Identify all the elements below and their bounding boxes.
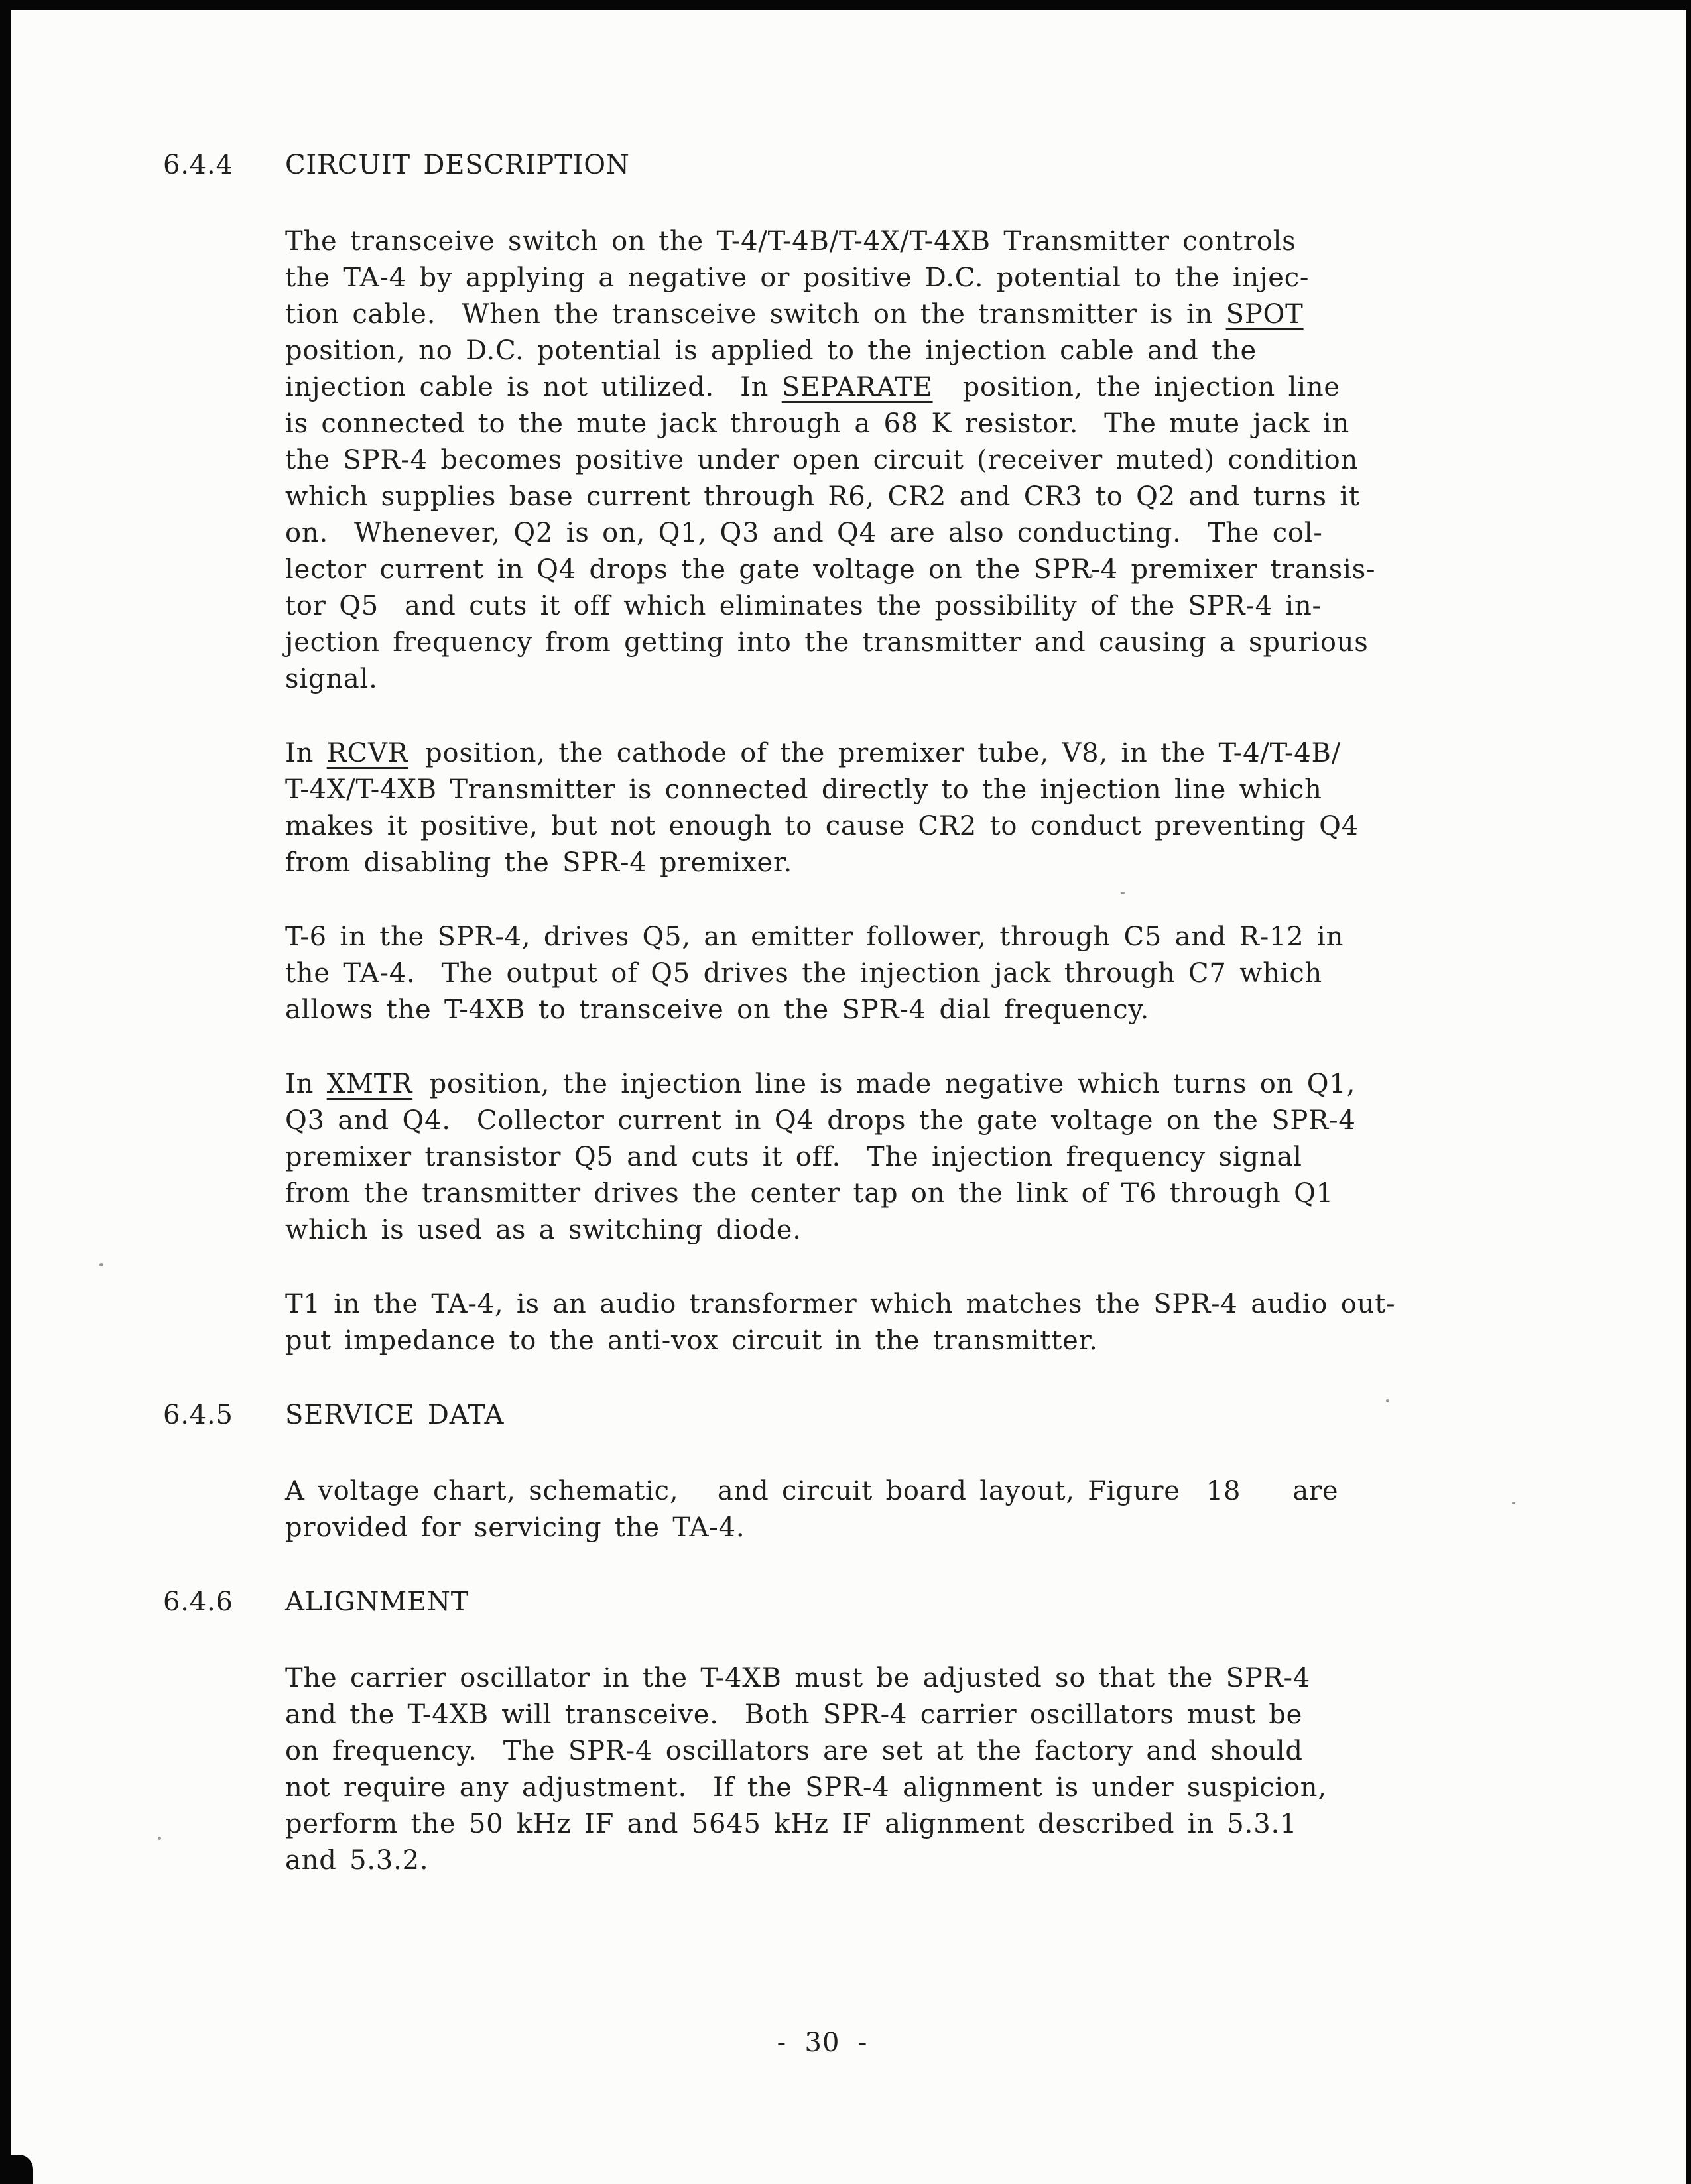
text-line: from disabling the SPR-4 premixer. (285, 847, 793, 878)
scan-artifact-left-edge (0, 0, 11, 2184)
text-line: In XMTR position, the injection line is made negative which turns on Q1, (285, 1069, 1356, 1099)
paragraph (285, 1286, 1556, 1359)
text-line: on frequency. The SPR-4 oscillators are set at the factory and should (285, 1736, 1303, 1766)
text-line: signal. (285, 664, 378, 694)
scan-artifact-right-edge (1686, 0, 1691, 2184)
text-line: T-6 in the SPR-4, drives Q5, an emitter follower, through C5 and R-12 in (285, 922, 1344, 952)
text-line: from the transmitter drives the center tap on the link of T6 through Q1 (285, 1178, 1334, 1209)
text-line: position, no D.C. potential is applied to the injection cable and the (285, 335, 1257, 366)
underlined-term: SEPARATE (781, 372, 933, 402)
text-line: injection cable is not utilized. In SEPARATE position, the injection line (285, 372, 1340, 402)
text-line: the SPR-4 becomes positive under open circuit (receiver muted) condition (285, 445, 1359, 475)
text-line: tor Q5 and cuts it off which eliminates the possibility of the SPR-4 in- (285, 591, 1322, 621)
text-line: allows the T-4XB to transceive on the SPR-4 dial frequency. (285, 995, 1149, 1025)
scan-speck (158, 1837, 161, 1840)
section-heading (163, 147, 1556, 184)
section (163, 1584, 1556, 1879)
scan-speck (99, 1263, 103, 1266)
text-line: tion cable. When the transceive switch on the transmitter is in SPOT (285, 296, 1556, 333)
scan-artifact-corner-blob (0, 2155, 33, 2184)
underlined-term: XMTR (326, 1069, 413, 1099)
document-content (163, 147, 1556, 1917)
section-heading (163, 1584, 1556, 1620)
section-number: 6.4.6 (163, 1587, 233, 1617)
paragraph (285, 1066, 1556, 1248)
text-line: lector current in Q4 drops the gate voltage on the SPR-4 premixer transis- (285, 554, 1376, 585)
underlined-term: RCVR (326, 738, 408, 768)
text-line: T1 in the TA-4, is an audio transformer which matches the SPR-4 audio out- (285, 1289, 1396, 1319)
text-line: premixer transistor Q5 and cuts it off. The injection frequency signal (285, 1142, 1302, 1172)
text-line: not require any adjustment. If the SPR-4 alignment is under suspicion, (285, 1772, 1327, 1803)
text-line: is connected to the mute jack through a 68 K resistor. The mute jack in (285, 408, 1350, 439)
section-title: ALIGNMENT (285, 1587, 470, 1617)
text-line: The transceive switch on the T-4/T-4B/T-4X/T-4XB Transmitter controls (285, 226, 1296, 257)
text-line: the TA-4. The output of Q5 drives the injection jack through C7 which (285, 958, 1323, 989)
section-number: 6.4.5 (163, 1400, 233, 1430)
paragraph (285, 223, 1556, 698)
text-line: jection frequency from getting into the transmitter and causing a spurious (285, 627, 1369, 658)
text-line: A voltage chart, schematic, and circuit board layout, Figure 18 are (285, 1476, 1339, 1506)
paragraph (285, 1473, 1556, 1546)
text-line: Q3 and Q4. Collector current in Q4 drops the gate voltage on the SPR-4 (285, 1105, 1356, 1136)
text-line: which supplies base current through R6, CR2 and CR3 to Q2 and turns it (285, 481, 1360, 512)
paragraph (285, 1660, 1556, 1879)
page-number: - 30 - (777, 2028, 868, 2058)
text-line: on. Whenever, Q2 is on, Q1, Q3 and Q4 are also conducting. The col- (285, 518, 1323, 548)
section-title: SERVICE DATA (285, 1400, 505, 1430)
section (163, 1397, 1556, 1546)
text-line: and the T-4XB will transceive. Both SPR-4 carrier oscillators must be (285, 1699, 1303, 1730)
text-line: put impedance to the anti-vox circuit in the transmitter. (285, 1325, 1098, 1356)
text-line: the TA-4 by applying a negative or positive D.C. potential to the injec- (285, 263, 1310, 293)
text-line: In RCVR position, the cathode of the premixer tube, V8, in the T-4/T-4B/ (285, 738, 1342, 768)
section-number: 6.4.4 (163, 150, 233, 180)
text-line: perform the 50 kHz IF and 5645 kHz IF alignment described in 5.3.1 (285, 1809, 1298, 1839)
text-line: T-4X/T-4XB Transmitter is connected directly to the injection line which (285, 774, 1322, 805)
text-line: which is used as a switching diode. (285, 1215, 802, 1245)
text-line: provided for servicing the TA-4. (285, 1512, 745, 1543)
section-title: CIRCUIT DESCRIPTION (285, 150, 630, 180)
underlined-term: SPOT (1225, 299, 1304, 330)
scan-artifact-top-edge (0, 0, 1691, 10)
paragraph (285, 735, 1556, 881)
section-heading (163, 1397, 1556, 1433)
text-line: makes it positive, but not enough to cause CR2 to conduct preventing Q4 (285, 811, 1359, 841)
text-line: and 5.3.2. (285, 1845, 429, 1876)
section (163, 147, 1556, 1359)
paragraph (285, 919, 1556, 1028)
text-line: The carrier oscillator in the T-4XB must be adjusted so that the SPR-4 (285, 1663, 1311, 1693)
